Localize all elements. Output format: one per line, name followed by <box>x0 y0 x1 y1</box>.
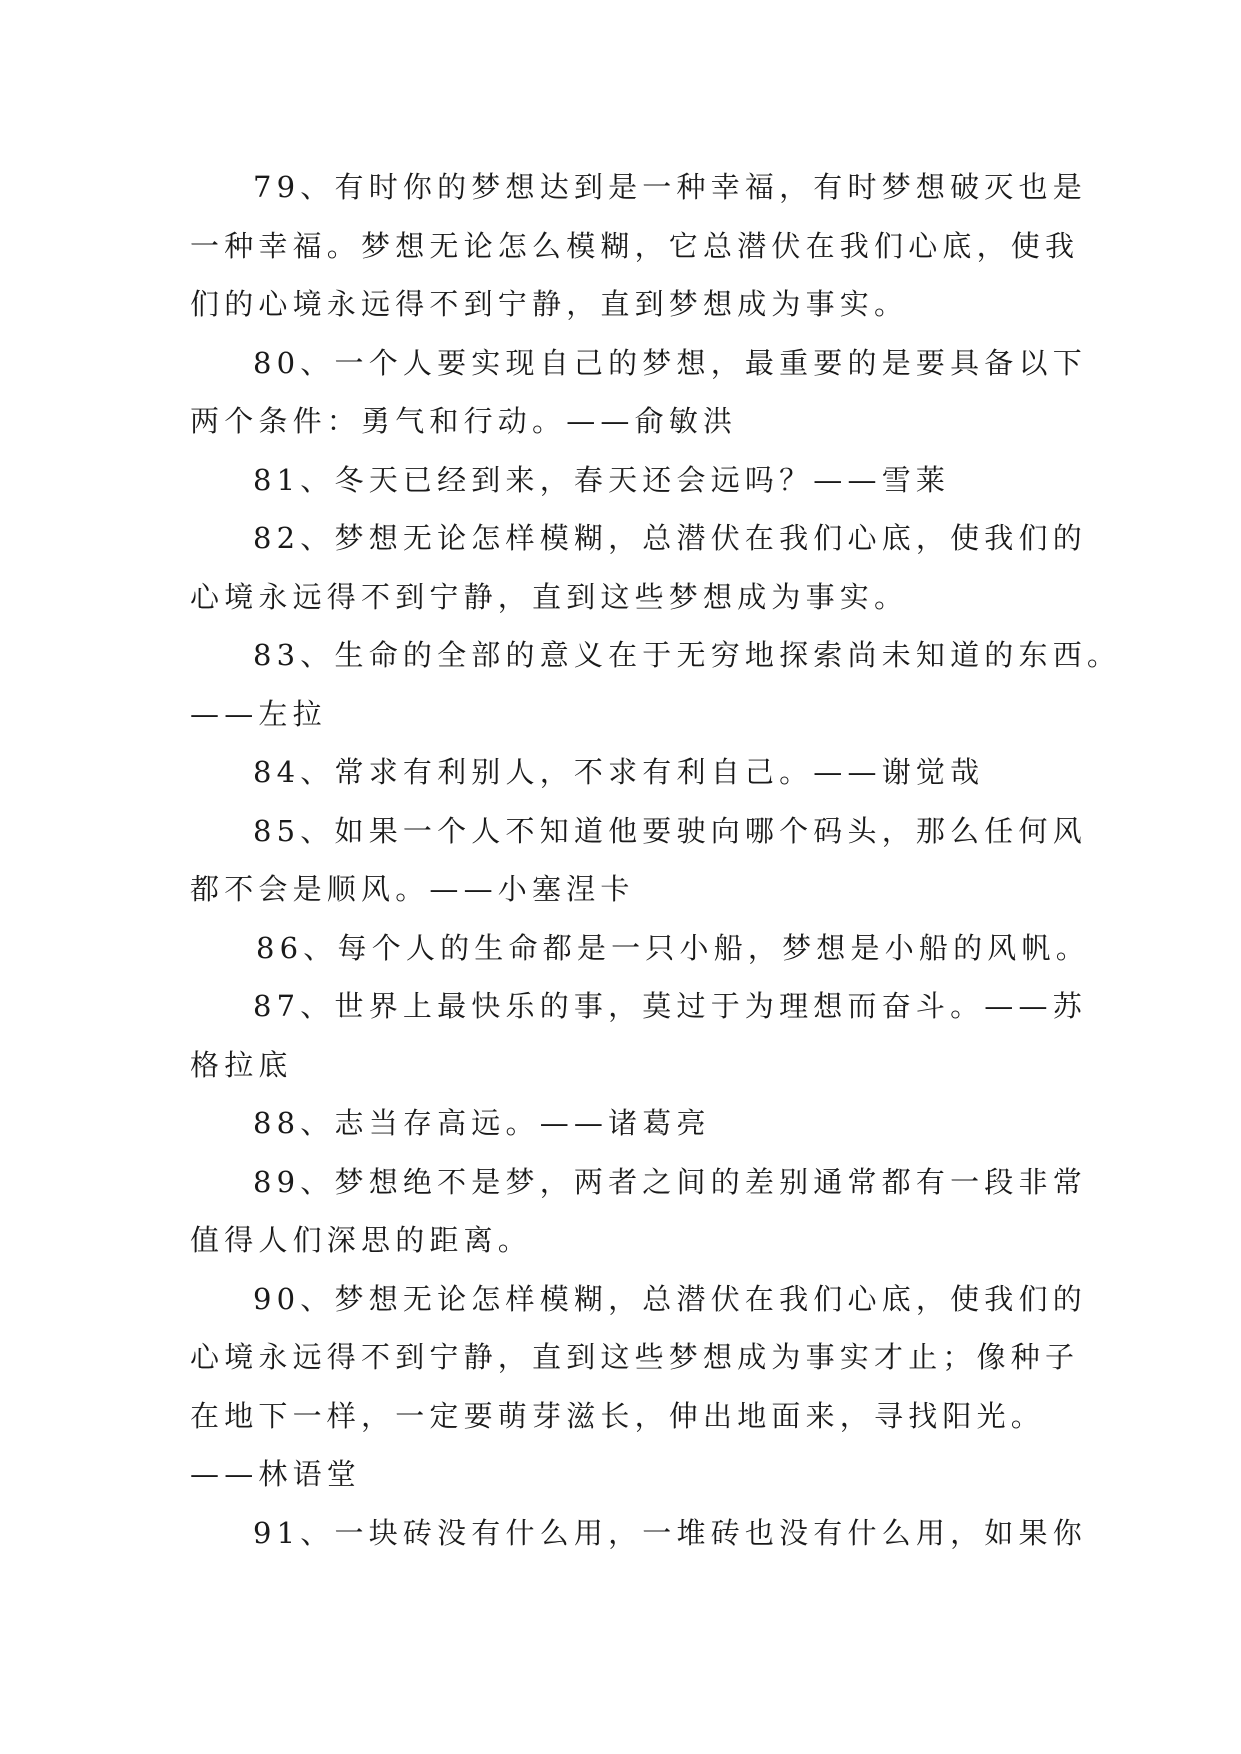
text-line: 80、一个人要实现自己的梦想，最重要的是要具备以下 <box>253 345 1087 380</box>
text-line: 值得人们深思的距离。 <box>190 1223 533 1257</box>
text-line: 都不会是顺风。——小塞涅卡 <box>190 872 635 906</box>
text-line: 心境永远得不到宁静，直到这些梦想成为事实。 <box>190 579 909 614</box>
text-line: 82、梦想无论怎样模糊，总潜伏在我们心底，使我们的 <box>253 521 1087 555</box>
text-line: 在地下一样，一定要萌芽滋长，伸出地面来，寻找阳光。 <box>190 1398 1046 1433</box>
text-line: 83、生命的全部的意义在于无穷地探索尚未知道的东西。 <box>253 638 1122 672</box>
text-line: 79、有时你的梦想达到是一种幸福，有时梦想破灭也是 <box>253 170 1087 204</box>
text-line: 90、梦想无论怎样模糊，总潜伏在我们心底，使我们的 <box>253 1281 1087 1316</box>
text-line: 89、梦想绝不是梦，两者之间的差别通常都有一段非常 <box>253 1164 1087 1199</box>
text-line: 81、冬天已经到来，春天还会远吗？——雪莱 <box>253 462 951 497</box>
text-line: 84、常求有利别人，不求有利自己。——谢觉哉 <box>253 755 985 789</box>
text-line: 心境永远得不到宁静，直到这些梦想成为事实才止；像种子 <box>190 1340 1080 1374</box>
text-line: ——林语堂 <box>190 1457 362 1491</box>
text-line: 86、每个人的生命都是一只小船，梦想是小船的风帆。 <box>256 930 1090 965</box>
text-line: 一种幸福。梦想无论怎么模糊，它总潜伏在我们心底，使我 <box>190 228 1080 263</box>
text-line: ——左拉 <box>190 696 327 731</box>
text-line: 91、一块砖没有什么用，一堆砖也没有什么用，如果你 <box>253 1515 1087 1550</box>
text-line: 们的心境永远得不到宁静，直到梦想成为事实。 <box>190 287 909 321</box>
text-line: 88、志当存高远。——诸葛亮 <box>253 1106 711 1140</box>
text-line: 格拉底 <box>190 1047 293 1082</box>
document-page <box>190 158 1122 1562</box>
text-line: 87、世界上最快乐的事，莫过于为理想而奋斗。——苏 <box>253 989 1087 1023</box>
text-line: 两个条件：勇气和行动。——俞敏洪 <box>190 404 738 438</box>
text-line: 85、如果一个人不知道他要驶向哪个码头，那么任何风 <box>253 813 1087 848</box>
